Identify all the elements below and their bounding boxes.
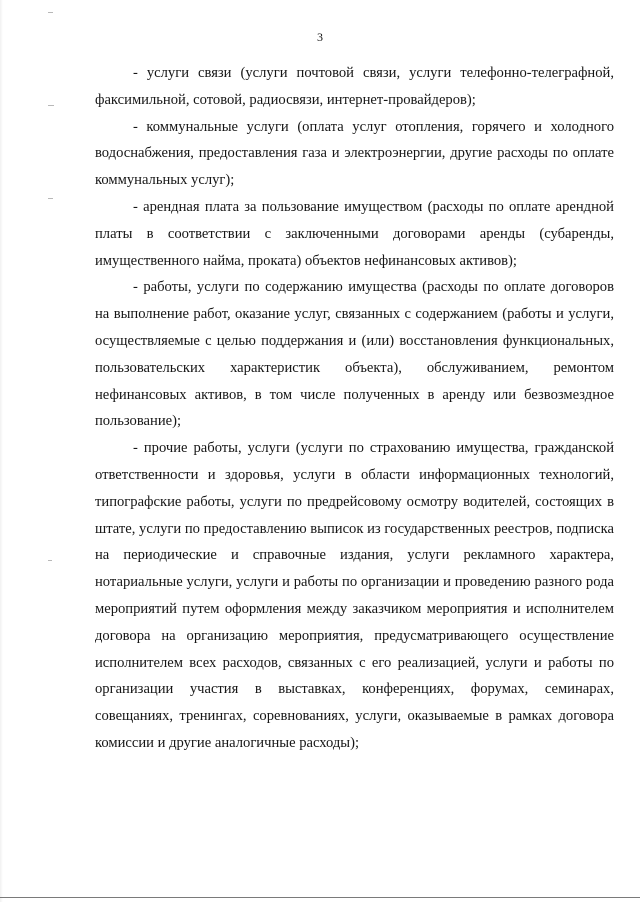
paragraph-utility-services: - коммунальные услуги (оплата услуг отопления, горячего и холодного водоснабжения, предоставления газа и электроэнергии, другие расходы по оплате коммунальных услуг); [95,118,614,189]
paragraph-property-maintenance: - работы, услуги по содержанию имущества (расходы по оплате договоров на выполнение работ, оказание услуг, связанных с содержанием (работы и услуги, осуществляемые с целью поддержания и (или) восстановления функциональных, пользовательских характеристик объекта), обслуживанием, ремонтом нефинансовых активов, в том числе полученных в аренду или безвозмездное пользование); [95,279,614,430]
paragraph-communication-services: - услуги связи (услуги почтовой связи, услуги телефонно-телеграфной, факсимильной, сотовой, радиосвязи, интернет-провайдеров); [95,65,614,108]
margin-mark [48,198,53,199]
margin-mark [48,560,52,561]
paragraph-property-rent: - арендная плата за пользование имуществом (расходы по оплате арендной платы в соответствии с заключенными договорами аренды (субаренды, имущественного найма, проката) объектов нефинансовых активов); [95,198,614,269]
page-number: 3 [317,30,323,44]
scan-edge-shadow [0,0,3,902]
document-body [95,60,614,757]
scan-bottom-edge [0,897,640,898]
paragraph-other-works-services: - прочие работы, услуги (услуги по страхованию имущества, гражданской ответственности и здоровья, услуги в области информационных технологий, типографские работы, услуги по предрейсовому осмотру водителей, состоящих в штате, услуги по предоставлению выписок из государственных реестров, подписка на периодические и справочные издания, услуги рекламного характера, нотариальные услуги, услуги и работы по организации и проведению разного рода мероприятий путем оформления между заказчиком мероприятия и исполнителем договора на организацию мероприятия, предусматривающего осуществление исполнителем всех расходов, связанных с его реализацией, услуги и работы по организации участия в выставках, конференциях, форумах, семинарах, совещаниях, тренингах, соревнованиях, услуги, оказываемые в рамках договора комиссии и другие аналогичные расходы); [95,440,614,751]
margin-mark [48,12,53,13]
margin-mark [48,105,54,106]
